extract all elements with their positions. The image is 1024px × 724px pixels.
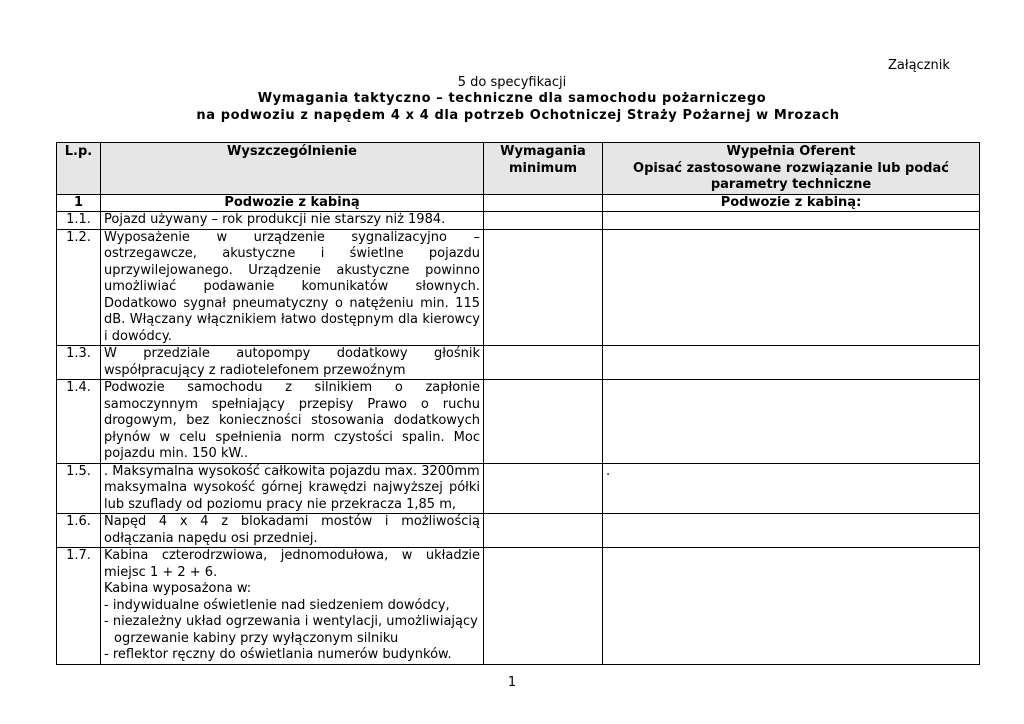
cabin-line: Kabina czterodrzwiowa, jednomodułowa, w układzie miejsc 1 + 2 + 6. xyxy=(104,548,480,580)
table-header-row xyxy=(57,143,980,195)
document-title-line1: Wymagania taktyczno – techniczne dla samochodu pożarniczego xyxy=(257,91,767,106)
section-requirements-cell xyxy=(484,194,603,212)
row-description: Napęd 4 x 4 z blokadami mostów i możliwością odłączania napędu osi przedniej. xyxy=(101,514,484,548)
section-offer: Podwozie z kabiną: xyxy=(603,194,980,212)
row-description: Wyposażenie w urządzenie sygnalizacyjno – ostrzegawcze, akustyczne i świetlne pojazdu uprzywilejowanego. Urządzenie akustyczne powinno umożliwiać podawanie komunikatów słownych. Dodatkowo sygnał pneumatyczny o natężeniu min. 115 dB. Włączany włącznikiem łatwo dostępnym dla kierowcy i dowódcy. xyxy=(101,229,484,346)
attachment-label: Załącznik xyxy=(888,58,950,73)
header-offer-line1: Wypełnia Oferent xyxy=(726,144,856,159)
header-requirements-line1: Wymagania xyxy=(500,144,586,159)
table-row xyxy=(57,548,980,665)
section-title: Podwozie z kabiną xyxy=(101,194,484,212)
row-number: 1.7. xyxy=(57,548,101,665)
cabin-line: - reflektor ręczny do oświetlania numerów budynków. xyxy=(104,647,452,662)
row-description xyxy=(101,548,484,665)
cabin-line: - niezależny układ ogrzewania i wentylacji, umożliwiający xyxy=(104,614,478,629)
row-number: 1.5. xyxy=(57,463,101,514)
requirement-cell xyxy=(484,212,603,230)
row-description: Podwozie samochodu z silnikiem o zapłonie samoczynnym spełniający przepisy Prawo o ruchu drogowym, bez konieczności stosowania dodatkowych płynów w celu spełnienia norm czystości spalin. Moc pojazdu min. 150 kW.. xyxy=(101,380,484,464)
offer-cell xyxy=(603,346,980,380)
section-row xyxy=(57,194,980,212)
row-description xyxy=(101,463,484,514)
spec-label: 5 do specyfikacji xyxy=(457,75,567,90)
row-description-line1: . Maksymalna wysokość całkowita pojazdu max. 3200mm xyxy=(104,463,480,479)
header-description: Wyszczególnienie xyxy=(101,143,484,195)
cabin-line: - indywidualne oświetlenie nad siedzeniem dowódcy, xyxy=(104,597,450,613)
row-description-line2: maksymalna wysokość górnej krawędzi najwyższej półki lub szuflady od poziomu pracy nie przekracza 1,85 m, xyxy=(104,480,480,512)
row-number: 1.4. xyxy=(57,380,101,464)
requirement-cell xyxy=(484,463,603,514)
offer-cell xyxy=(603,548,980,665)
offer-cell xyxy=(603,212,980,230)
row-description: Pojazd używany – rok produkcji nie starszy niż 1984. xyxy=(101,212,484,230)
offer-cell: . xyxy=(603,463,980,514)
header-lp: L.p. xyxy=(57,143,101,195)
requirement-cell xyxy=(484,548,603,665)
header-offer xyxy=(603,143,980,195)
header-offer-line3: parametry techniczne xyxy=(710,177,872,192)
row-number: 1.1. xyxy=(57,212,101,230)
row-number: 1.2. xyxy=(57,229,101,346)
page-number: 1 xyxy=(507,675,517,690)
requirements-table xyxy=(56,142,980,665)
row-description: W przedziale autopompy dodatkowy głośnik współpracujący z radiotelefonem przewoźnym xyxy=(101,346,484,380)
table-row xyxy=(57,212,980,230)
requirement-cell xyxy=(484,380,603,464)
requirement-cell xyxy=(484,346,603,380)
table-row xyxy=(57,346,980,380)
requirement-cell xyxy=(484,229,603,346)
table-row xyxy=(57,229,980,346)
table-row xyxy=(57,514,980,548)
offer-cell xyxy=(603,514,980,548)
requirement-cell xyxy=(484,514,603,548)
cabin-line: ogrzewanie kabiny przy wyłączonym silniku xyxy=(114,630,399,646)
table-row xyxy=(57,463,980,514)
section-number: 1 xyxy=(57,194,101,212)
table-row xyxy=(57,380,980,464)
offer-cell xyxy=(603,380,980,464)
header-requirements xyxy=(484,143,603,195)
header-requirements-line2: minimum xyxy=(508,160,578,176)
row-number: 1.3. xyxy=(57,346,101,380)
document-title-line2: na podwoziu z napędem 4 x 4 dla potrzeb Ochotniczej Straży Pożarnej w Mrozach xyxy=(196,108,840,123)
offer-cell xyxy=(603,229,980,346)
cabin-line: Kabina wyposażona w: xyxy=(104,581,252,596)
row-number: 1.6. xyxy=(57,514,101,548)
header-offer-line2: Opisać zastosowane rozwiązanie lub podać xyxy=(633,160,949,176)
